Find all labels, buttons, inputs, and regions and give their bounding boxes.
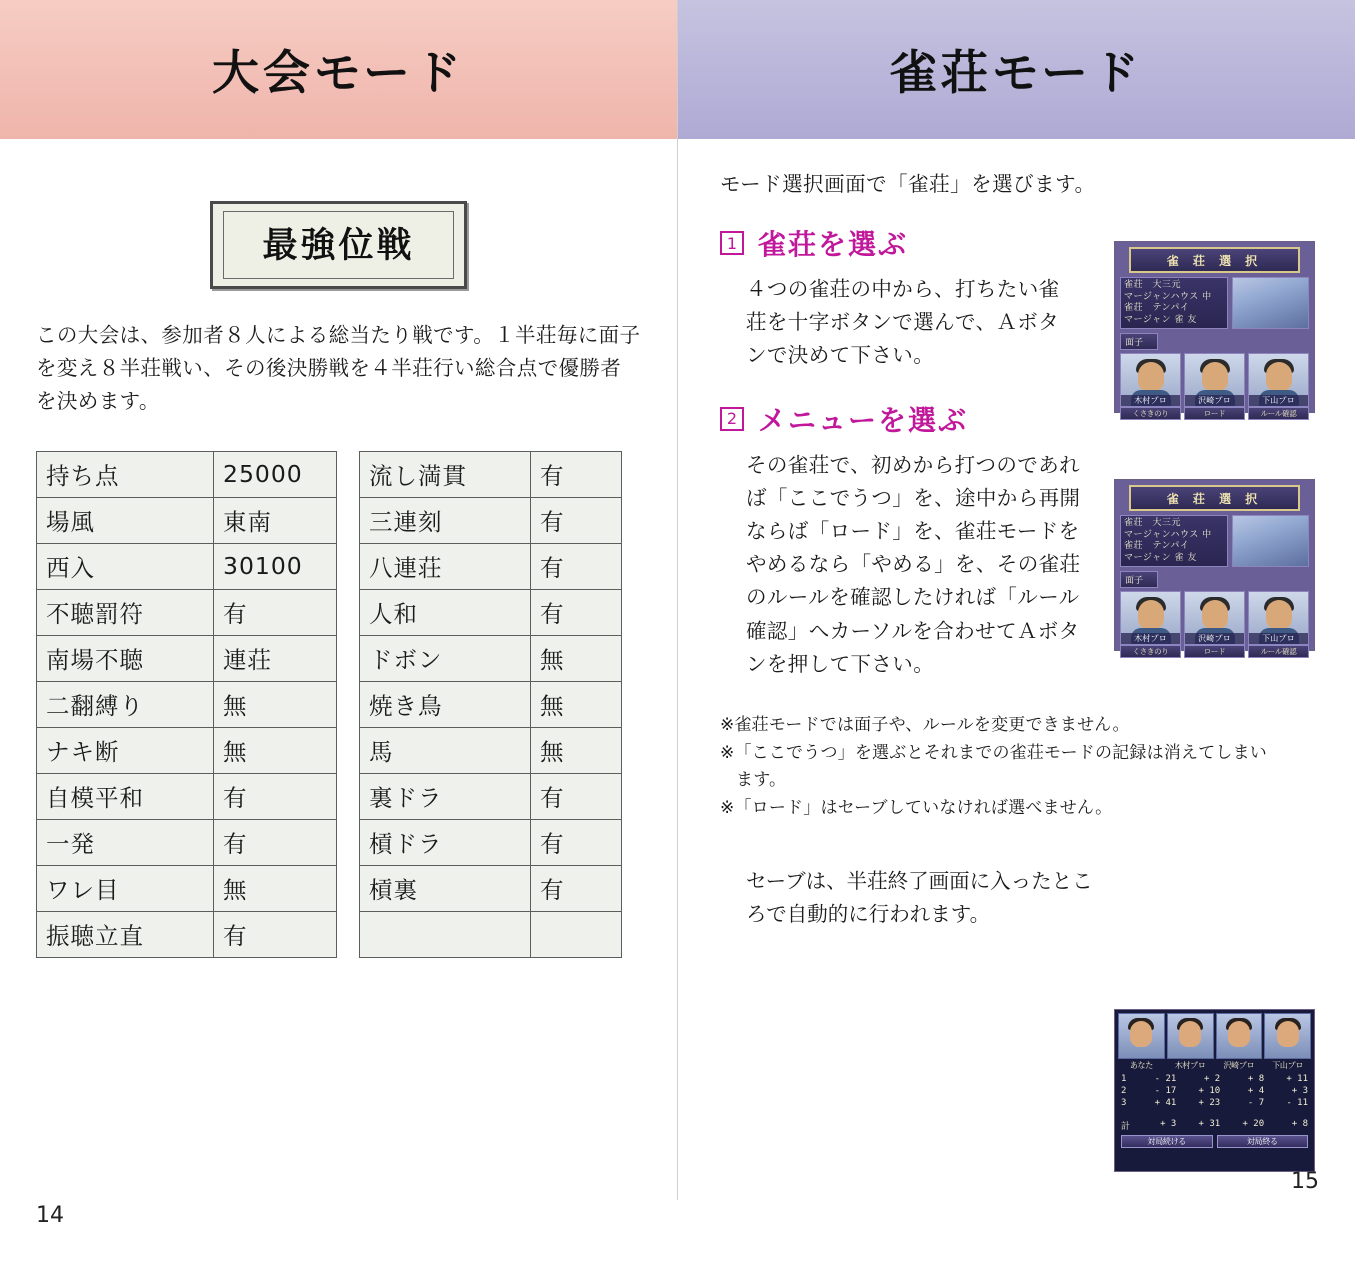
score-buttons — [1121, 1135, 1308, 1148]
score-player-name: 下山プロ — [1272, 1061, 1304, 1070]
rule-name: 自模平和 — [37, 773, 214, 819]
rule-name: 場風 — [37, 497, 214, 543]
rule-name: 三連刻 — [360, 497, 531, 543]
note-line: ます。 — [736, 770, 787, 791]
page-right — [678, 0, 1355, 1200]
right-banner — [678, 0, 1355, 139]
score-cell: + 10 — [1198, 1086, 1221, 1096]
table-row — [360, 635, 622, 681]
table-row — [360, 543, 622, 589]
head-shape — [1266, 600, 1292, 630]
member-face — [1248, 591, 1309, 645]
screenshot-score-result — [1114, 1009, 1315, 1172]
menu-option-rule-check: ルール確認 — [1248, 645, 1309, 658]
step-2-text: その雀荘で、初めから打つのであれば「ここでうつ」を、途中から再開ならば「ロード」を、雀荘モードをやめるなら「やめる」を、その雀荘のルールを確認したければ「ルール確認」へカーソルを合わせてＡボタンを押して下さい。 — [746, 452, 1081, 676]
score-cell: + 2 — [1203, 1074, 1221, 1084]
rule-name: 持ち点 — [37, 451, 214, 497]
jansou-list — [1120, 515, 1228, 567]
score-faces — [1115, 1010, 1314, 1059]
rule-name: 西入 — [37, 543, 214, 589]
table-row — [37, 773, 337, 819]
score-player-name: あなた — [1129, 1061, 1153, 1070]
rule-name: 二翻縛り — [37, 681, 214, 727]
jansou-list-item: マージャン 雀 友 — [1124, 552, 1197, 563]
intro-paragraph: この大会は、参加者８人による総当たり戦です。１半荘毎に面子を変え８半荘戦い、その後決勝戦を４半荘行い総合点で優勝者を決めます。 — [36, 323, 641, 414]
rule-value: 無 — [214, 727, 337, 773]
score-row-label: 3 — [1121, 1098, 1127, 1108]
screenshot-title-bar: 雀 荘 選 択 — [1129, 247, 1300, 273]
screenshot-body — [1120, 515, 1309, 567]
left-content — [0, 201, 677, 1262]
step-1-number: 1 — [720, 231, 744, 255]
menu-row — [1120, 645, 1309, 658]
step-2-title: メニューを選ぶ — [758, 403, 969, 437]
rule-name: 南場不聴 — [37, 635, 214, 681]
member-faces — [1120, 591, 1309, 645]
score-cell: + 23 — [1198, 1098, 1221, 1108]
rule-value: 有 — [531, 589, 622, 635]
section-title: 最強位戦 — [262, 226, 415, 266]
rule-value — [531, 911, 622, 957]
score-total-cell: + 8 — [1291, 1119, 1309, 1129]
rule-value: 無 — [214, 681, 337, 727]
member-face — [1120, 591, 1181, 645]
note-line: ※「ロード」はセーブしていなければ選べません。 — [720, 797, 1113, 818]
score-row — [1121, 1073, 1308, 1085]
screenshot-body — [1120, 277, 1309, 329]
rule-name: 八連荘 — [360, 543, 531, 589]
note-line: ※雀荘モードでは面子や、ルールを変更できません。 — [720, 715, 1130, 736]
rule-value: 有 — [531, 773, 622, 819]
score-face — [1118, 1013, 1165, 1059]
rule-value: 有 — [531, 497, 622, 543]
rule-value: 有 — [214, 773, 337, 819]
member-name: 沢崎プロ — [1185, 395, 1244, 406]
table-row — [360, 497, 622, 543]
member-name: 木村プロ — [1121, 395, 1180, 406]
score-row-label: 2 — [1121, 1086, 1127, 1096]
score-total-cell: + 20 — [1242, 1119, 1265, 1129]
head-shape — [1277, 1021, 1299, 1047]
head-shape — [1138, 600, 1164, 630]
members-label: 面子 — [1120, 333, 1158, 350]
member-name: 下山プロ — [1249, 395, 1308, 406]
rule-value: 有 — [531, 451, 622, 497]
page-number-left: 14 — [36, 1203, 64, 1228]
head-shape — [1130, 1021, 1152, 1047]
save-paragraph: セーブは、半荘終了画面に入ったところで自動的に行われます。 — [746, 869, 1093, 927]
member-name: 木村プロ — [1121, 633, 1180, 644]
rules-tables — [36, 451, 641, 958]
section-title-box-inner — [223, 211, 453, 279]
rule-name: 裏ドラ — [360, 773, 531, 819]
score-player-name: 木村プロ — [1174, 1061, 1206, 1070]
rule-value: 30100 — [214, 543, 337, 589]
head-shape — [1138, 362, 1164, 392]
table-row — [37, 865, 337, 911]
rule-value: 有 — [531, 543, 622, 589]
head-shape — [1179, 1021, 1201, 1047]
score-row-label: 1 — [1121, 1074, 1127, 1084]
note-line: ※「ここでうつ」を選ぶとそれまでの雀荘モードの記録は消えてしまい — [720, 742, 1267, 763]
score-total-row — [1115, 1119, 1314, 1132]
table-row — [37, 635, 337, 681]
head-shape — [1266, 362, 1292, 392]
score-cell: + 3 — [1291, 1086, 1309, 1096]
step-1-text: ４つの雀荘の中から、打ちたい雀荘を十字ボタンで選んで、Ａボタンで決めて下さい。 — [746, 277, 1060, 368]
score-cell: - 11 — [1286, 1098, 1309, 1108]
rule-name: 馬 — [360, 727, 531, 773]
member-face — [1120, 353, 1181, 407]
screenshot-title-bar: 雀 荘 選 択 — [1129, 485, 1300, 511]
member-face — [1248, 353, 1309, 407]
page-left — [0, 0, 677, 1228]
rules-table-2 — [359, 451, 622, 958]
table-row — [360, 589, 622, 635]
rule-name: ドボン — [360, 635, 531, 681]
page-number-right: 15 — [1291, 1169, 1319, 1194]
score-row — [1121, 1097, 1308, 1109]
rule-value: 無 — [531, 635, 622, 681]
menu-row — [1120, 407, 1309, 420]
table-row — [37, 681, 337, 727]
rule-name: 一発 — [37, 819, 214, 865]
table-row — [37, 497, 337, 543]
score-face — [1216, 1013, 1263, 1059]
rule-value: 連荘 — [214, 635, 337, 681]
continue-game-button: 対局続ける — [1121, 1135, 1213, 1148]
score-face — [1264, 1013, 1311, 1059]
score-table — [1115, 1071, 1314, 1109]
table-row — [37, 589, 337, 635]
rules-table-1 — [36, 451, 337, 958]
table-row — [37, 911, 337, 957]
rule-value: 無 — [214, 865, 337, 911]
rule-value: 有 — [531, 819, 622, 865]
menu-option-rule-check: ルール確認 — [1248, 407, 1309, 420]
left-banner — [0, 0, 677, 139]
jansou-list-item: 雀荘 テンパイ — [1124, 303, 1190, 313]
member-name: 下山プロ — [1249, 633, 1308, 644]
jansou-list-item: マージャンハウス 中 — [1124, 529, 1212, 540]
rule-name: 不聴罰符 — [37, 589, 214, 635]
rule-name: 焼き鳥 — [360, 681, 531, 727]
jansou-preview-image — [1232, 277, 1309, 329]
rule-value: 有 — [214, 589, 337, 635]
rule-name: 槓ドラ — [360, 819, 531, 865]
rule-name: ワレ目 — [37, 865, 214, 911]
title-box-wrap — [36, 201, 641, 289]
table-row — [360, 865, 622, 911]
score-player-names — [1115, 1059, 1314, 1071]
score-total-cell: + 3 — [1160, 1119, 1177, 1129]
screenshot-jansou-select-2 — [1114, 479, 1315, 656]
table-row — [360, 773, 622, 819]
member-faces — [1120, 353, 1309, 407]
table-row — [360, 451, 622, 497]
score-cell: - 21 — [1154, 1074, 1177, 1084]
lead-paragraph: モード選択画面で「雀荘」を選びます。 — [720, 172, 1096, 196]
score-cell: + 8 — [1247, 1074, 1265, 1084]
rule-name: 流し満貫 — [360, 451, 531, 497]
notes-block — [720, 713, 1315, 821]
table-row — [360, 819, 622, 865]
menu-option: くさきのり — [1120, 407, 1181, 420]
jansou-preview-image — [1232, 515, 1309, 567]
member-name: 沢崎プロ — [1185, 633, 1244, 644]
rule-name: 槓裏 — [360, 865, 531, 911]
head-shape — [1228, 1021, 1250, 1047]
jansou-list-item: 雀荘 大三元 — [1124, 280, 1182, 290]
score-cell: + 11 — [1286, 1074, 1309, 1084]
rule-value: 25000 — [214, 451, 337, 497]
table-row — [37, 727, 337, 773]
menu-option: くさきのり — [1120, 645, 1181, 658]
jansou-list-item: 雀荘 テンパイ — [1124, 541, 1190, 551]
head-shape — [1202, 600, 1228, 630]
menu-option: ロード — [1184, 407, 1245, 420]
score-cell: - 7 — [1247, 1098, 1265, 1108]
jansou-list-item: マージャンハウス 中 — [1124, 291, 1212, 302]
score-cell: - 17 — [1154, 1086, 1177, 1096]
table-row — [37, 543, 337, 589]
table-row — [360, 681, 622, 727]
end-game-button: 対局終る — [1217, 1135, 1309, 1148]
members-label: 面子 — [1120, 571, 1158, 588]
table-row — [37, 451, 337, 497]
rule-value: 有 — [214, 819, 337, 865]
rule-value: 東南 — [214, 497, 337, 543]
screenshot-jansou-select-1 — [1114, 241, 1315, 418]
score-row — [1121, 1085, 1308, 1097]
rule-value: 有 — [214, 911, 337, 957]
rule-name: 人和 — [360, 589, 531, 635]
score-player-name: 沢崎プロ — [1223, 1061, 1255, 1070]
rules-table-2-body — [360, 451, 622, 957]
rule-value: 無 — [531, 727, 622, 773]
rule-name — [360, 911, 531, 957]
menu-option: ロード — [1184, 645, 1245, 658]
table-row — [37, 819, 337, 865]
section-title-box — [210, 201, 466, 289]
jansou-list-item: 雀荘 大三元 — [1124, 518, 1182, 528]
jansou-list — [1120, 277, 1228, 329]
step-1-title: 雀荘を選ぶ — [758, 228, 909, 261]
right-banner-title: 雀荘モード — [889, 46, 1144, 101]
table-row — [360, 727, 622, 773]
rule-name: 振聴立直 — [37, 911, 214, 957]
table-row — [360, 911, 622, 957]
jansou-list-item: マージャン 雀 友 — [1124, 314, 1197, 325]
rule-name: ナキ断 — [37, 727, 214, 773]
score-total-cell: + 31 — [1198, 1119, 1221, 1129]
head-shape — [1202, 362, 1228, 392]
left-banner-title: 大会モード — [211, 46, 466, 101]
score-face — [1167, 1013, 1214, 1059]
step-2-number: 2 — [720, 407, 744, 431]
score-cell: + 4 — [1247, 1086, 1265, 1096]
member-face — [1184, 353, 1245, 407]
right-content — [678, 167, 1355, 1228]
rule-value: 無 — [531, 681, 622, 727]
member-face — [1184, 591, 1245, 645]
rule-value: 有 — [531, 865, 622, 911]
score-total-label: 計 — [1121, 1122, 1131, 1132]
rules-table-1-body — [37, 451, 337, 957]
score-cell: + 41 — [1154, 1098, 1177, 1108]
